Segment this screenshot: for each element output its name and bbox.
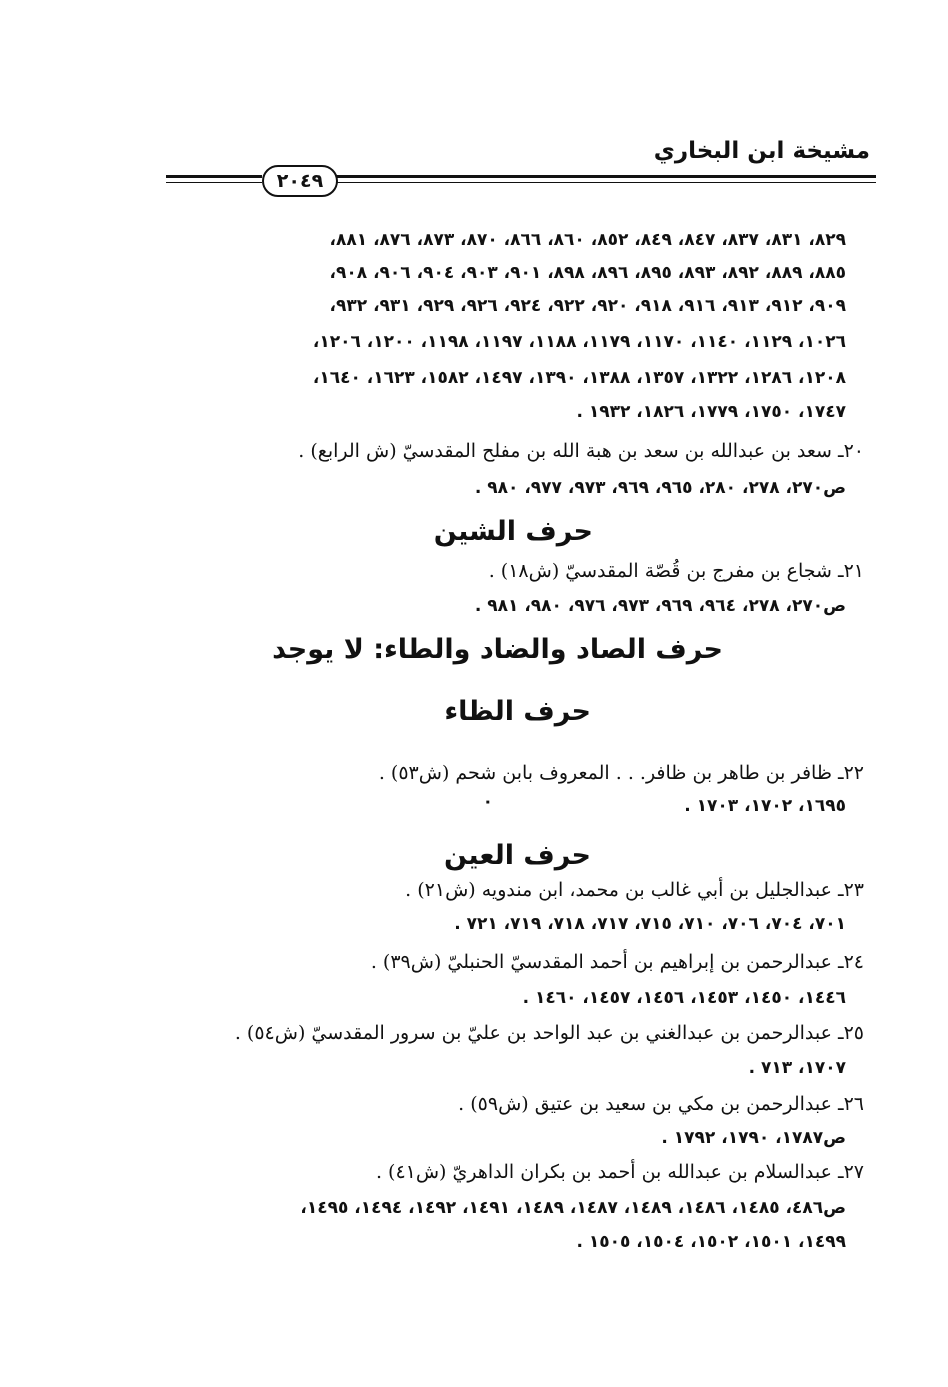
entry-21-pages: ص٢٧٠، ٢٧٨، ٩٦٤، ٩٦٩، ٩٧٣، ٩٧٦، ٩٨٠، ٩٨١ .	[474, 596, 846, 616]
entry-23-title: ٢٣ـ عبدالجليل بن أبي غالب بن محمد، ابن مندويه (ش٢١) .	[405, 879, 864, 901]
entry-26-pages: ص١٧٨٧، ١٧٩٠، ١٧٩٢ .	[661, 1128, 846, 1148]
entry-22-dot: ٠	[482, 792, 493, 812]
header-rule-right	[336, 175, 876, 178]
section-heading-sheen: حرف الشين	[433, 516, 593, 547]
section-heading-sad-dad-taa: حرف الصاد والضاد والطاء: لا يوجد	[272, 634, 723, 665]
running-header-title: مشيخة ابن البخاري	[653, 138, 870, 164]
section-heading-ain: حرف العين	[444, 840, 591, 871]
entry-27-pages-line-2: ١٤٩٩، ١٥٠١، ١٥٠٢، ١٥٠٤، ١٥٠٥ .	[576, 1232, 846, 1252]
entry-25-title: ٢٥ـ عبدالرحمن بن عبدالغني بن عبد الواحد بن عليّ بن سرور المقدسيّ (ش٥٤) .	[234, 1022, 864, 1044]
entry-27-pages-line-1: ص٤٨٦، ١٤٨٥، ١٤٨٦، ١٤٨٩، ١٤٨٧، ١٤٨٩، ١٤٩١، ١٤٩٢، ١٤٩٤، ١٤٩٥،	[300, 1198, 846, 1218]
page-ref-line-2: ٨٨٥، ٨٨٩، ٨٩٢، ٨٩٣، ٨٩٥، ٨٩٦، ٨٩٨، ٩٠١، ٩٠٣، ٩٠٤، ٩٠٦، ٩٠٨،	[329, 263, 846, 283]
entry-24-title: ٢٤ـ عبدالرحمن بن إبراهيم بن أحمد المقدسيّ الحنبليّ (ش٣٩) .	[370, 951, 864, 973]
entry-24-pages: ١٤٤٦، ١٤٥٠، ١٤٥٣، ١٤٥٦، ١٤٥٧، ١٤٦٠ .	[522, 988, 846, 1008]
entry-27-title: ٢٧ـ عبدالسلام بن عبدالله بن أحمد بن بكران الداهريّ (ش٤١) .	[375, 1161, 864, 1183]
page-ref-line-6: ١٧٤٧، ١٧٥٠، ١٧٧٩، ١٨٢٦، ١٩٣٢ .	[576, 402, 846, 422]
entry-23-pages: ٧٠١، ٧٠٤، ٧٠٦، ٧١٠، ٧١٥، ٧١٧، ٧١٨، ٧١٩، ٧٢١ .	[454, 914, 846, 934]
page-ref-line-4: ١٠٢٦، ١١٢٩، ١١٤٠، ١١٧٠، ١١٧٩، ١١٨٨، ١١٩٧، ١١٩٨، ١٢٠٠، ١٢٠٦،	[312, 332, 846, 352]
entry-22-pages: ١٦٩٥، ١٧٠٢، ١٧٠٣ .	[684, 796, 846, 816]
page-ref-line-3: ٩٠٩، ٩١٢، ٩١٣، ٩١٦، ٩١٨، ٩٢٠، ٩٢٢، ٩٢٤، ٩٢٦، ٩٢٩، ٩٣١، ٩٣٢،	[329, 296, 846, 316]
entry-20-pages: ص٢٧٠، ٢٧٨، ٢٨٠، ٩٦٥، ٩٦٩، ٩٧٣، ٩٧٧، ٩٨٠ .	[474, 478, 846, 498]
entry-26-title: ٢٦ـ عبدالرحمن بن مكي بن سعيد بن عتيق (ش٥٩) .	[458, 1093, 864, 1115]
header-rule-left-thin	[166, 182, 262, 183]
section-heading-zaa: حرف الظاء	[444, 696, 591, 727]
page-number: ٢٠٤٩	[262, 165, 338, 197]
entry-21-title: ٢١ـ شجاع بن مفرج بن قُصّة المقدسيّ (ش١٨) .	[488, 560, 864, 582]
page-ref-line-1: ٨٢٩، ٨٣١، ٨٣٧، ٨٤٧، ٨٤٩، ٨٥٢، ٨٦٠، ٨٦٦، ٨٧٠، ٨٧٣، ٨٧٦، ٨٨١،	[329, 230, 846, 250]
entry-20-title: ٢٠ـ سعد بن عبدالله بن سعد بن هبة الله بن مفلح المقدسيّ (ش الرابع) .	[298, 440, 864, 462]
header-rule-right-thin	[336, 182, 876, 183]
entry-22-title: ٢٢ـ ظافر بن طاهر بن ظافر. . . المعروف بابن شحم (ش٥٣) .	[378, 762, 864, 784]
header-rule-left	[166, 175, 262, 178]
page-ref-line-5: ١٢٠٨، ١٢٨٦، ١٣٢٢، ١٣٥٧، ١٣٨٨، ١٣٩٠، ١٤٩٧، ١٥٨٢، ١٦٢٣، ١٦٤٠،	[312, 368, 846, 388]
entry-25-pages: ١٧٠٧، ٧١٣ .	[748, 1058, 846, 1078]
